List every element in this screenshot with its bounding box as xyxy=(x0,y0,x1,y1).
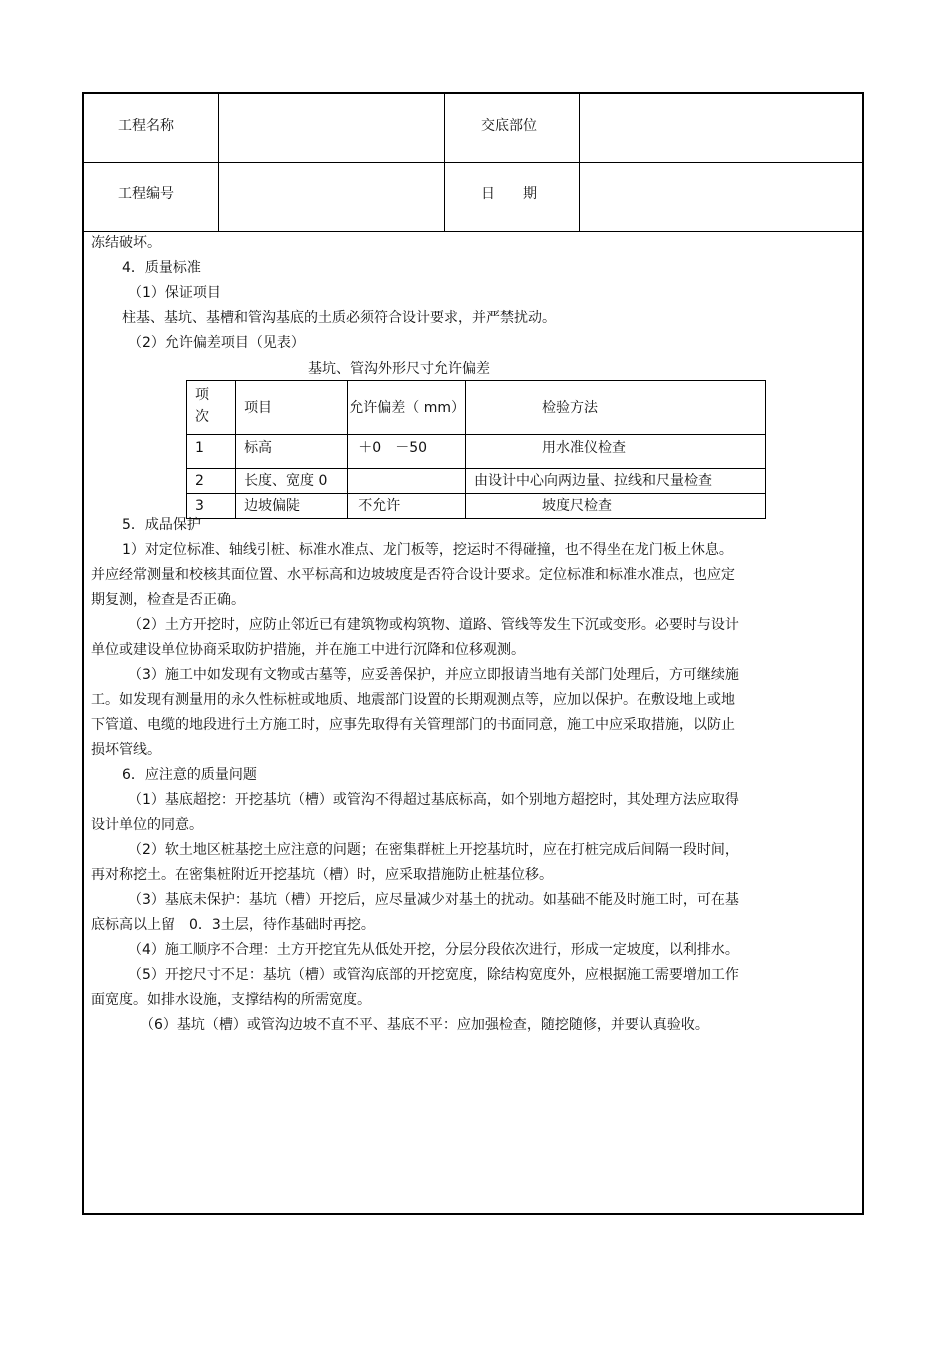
table-cell: 3 xyxy=(187,494,236,519)
subsection-heading: （1）保证项目 xyxy=(128,285,221,301)
body-line: （2）软土地区桩基挖土应注意的问题；在密集群桩上开挖基坑时，应在打桩完成后间隔一段时间， xyxy=(128,842,739,858)
header-cell: 允许偏差（ mm） xyxy=(348,381,466,435)
header-cell: 检验方法 xyxy=(466,381,766,435)
table-cell: 不允许 xyxy=(348,494,466,519)
table-cell: 标高 xyxy=(236,435,348,469)
section-heading: 6．应注意的质量问题 xyxy=(122,767,257,783)
divider xyxy=(218,94,219,232)
table-cell: 边坡偏陡 xyxy=(236,494,348,519)
divider xyxy=(84,231,862,232)
body-line: 期复测，检查是否正确。 xyxy=(91,592,245,608)
table-header-row xyxy=(187,381,766,435)
body-line: 底标高以上留 0．3土层，待作基础时再挖。 xyxy=(91,917,375,933)
body-line: （4）施工顺序不合理：土方开挖宜先从低处开挖，分层分段依次进行，形成一定坡度，以利排水。 xyxy=(128,942,739,958)
table-cell: 2 xyxy=(187,469,236,494)
subsection-heading: （2）允许偏差项目（见表） xyxy=(128,335,305,351)
body-line: （5）开挖尺寸不足：基坑（槽）或管沟底部的开挖宽度，除结构宽度外，应根据施工需要增加工作 xyxy=(128,967,739,983)
table-caption: 基坑、管沟外形尺寸允许偏差 xyxy=(308,361,490,377)
body-line: 面宽度。如排水设施，支撑结构的所需宽度。 xyxy=(91,992,371,1008)
divider xyxy=(84,162,862,163)
body-line: 柱基、基坑、基槽和管沟基底的土质必须符合设计要求，并严禁扰动。 xyxy=(122,310,556,326)
project-name-label: 工程名称 xyxy=(118,118,174,134)
table-cell: ＋0 －50 xyxy=(348,435,466,469)
body-line: 并应经常测量和校核其面位置、水平标高和边坡坡度是否符合设计要求。定位标准和标准水准点，也应定 xyxy=(91,567,735,583)
header-cell: 项目 xyxy=(236,381,348,435)
table-cell: 1 xyxy=(187,435,236,469)
form-header xyxy=(84,94,862,232)
table-cell: 由设计中心向两边量、拉线和尺量检查 xyxy=(466,469,766,494)
body-line: 1）对定位标准、轴线引桩、标准水准点、龙门板等，挖运时不得碰撞，也不得坐在龙门板上休息。 xyxy=(122,542,733,558)
table-row xyxy=(187,494,766,519)
section-heading: 5．成品保护 xyxy=(122,517,201,533)
table-row xyxy=(187,435,766,469)
section-heading: 4．质量标准 xyxy=(122,260,201,276)
header-cell xyxy=(187,381,236,435)
header-text: 项次 xyxy=(195,387,209,425)
body-line: 单位或建设单位协商采取防护措施，并在施工中进行沉降和位移观测。 xyxy=(91,642,525,658)
body-line: （6）基坑（槽）或管沟边坡不直不平、基底不平：应加强检查，随挖随修，并要认真验收。 xyxy=(140,1017,709,1033)
table-cell xyxy=(348,469,466,494)
project-no-label: 工程编号 xyxy=(118,186,174,202)
tolerance-table xyxy=(186,380,766,519)
body-line: 再对称挖土。在密集桩附近开挖基坑（槽）时，应采取措施防止桩基位移。 xyxy=(91,867,553,883)
divider xyxy=(579,94,580,232)
date-label: 日 期 xyxy=(481,186,537,202)
table-cell: 用水准仪检查 xyxy=(466,435,766,469)
body-line: 设计单位的同意。 xyxy=(91,817,203,833)
location-label: 交底部位 xyxy=(481,118,537,134)
body-line: （3）施工中如发现有文物或古墓等，应妥善保护，并应立即报请当地有关部门处理后，方可继续施 xyxy=(128,667,739,683)
body-line: （3）基底未保护：基坑（槽）开挖后，应尽量减少对基土的扰动。如基础不能及时施工时，可在基 xyxy=(128,892,739,908)
divider xyxy=(444,94,445,232)
body-line: （1）基底超挖：开挖基坑（槽）或管沟不得超过基底标高，如个别地方超挖时，其处理方法应取得 xyxy=(128,792,739,808)
body-line: 下管道、电缆的地段进行土方施工时，应事先取得有关管理部门的书面同意，施工中应采取措施，以防止 xyxy=(91,717,735,733)
table-cell: 长度、宽度 0 xyxy=(236,469,348,494)
body-line: 损坏管线。 xyxy=(91,742,161,758)
body-line: 工。如发现有测量用的永久性标桩或地质、地震部门设置的长期观测点等，应加以保护。在敷设地上或地 xyxy=(91,692,735,708)
body-line: 冻结破坏。 xyxy=(91,235,161,251)
body-line: （2）土方开挖时，应防止邻近已有建筑物或构筑物、道路、管线等发生下沉或变形。必要时与设计 xyxy=(128,617,739,633)
table-row xyxy=(187,469,766,494)
table-cell: 坡度尺检查 xyxy=(466,494,766,519)
disclosure-form xyxy=(82,92,864,1215)
